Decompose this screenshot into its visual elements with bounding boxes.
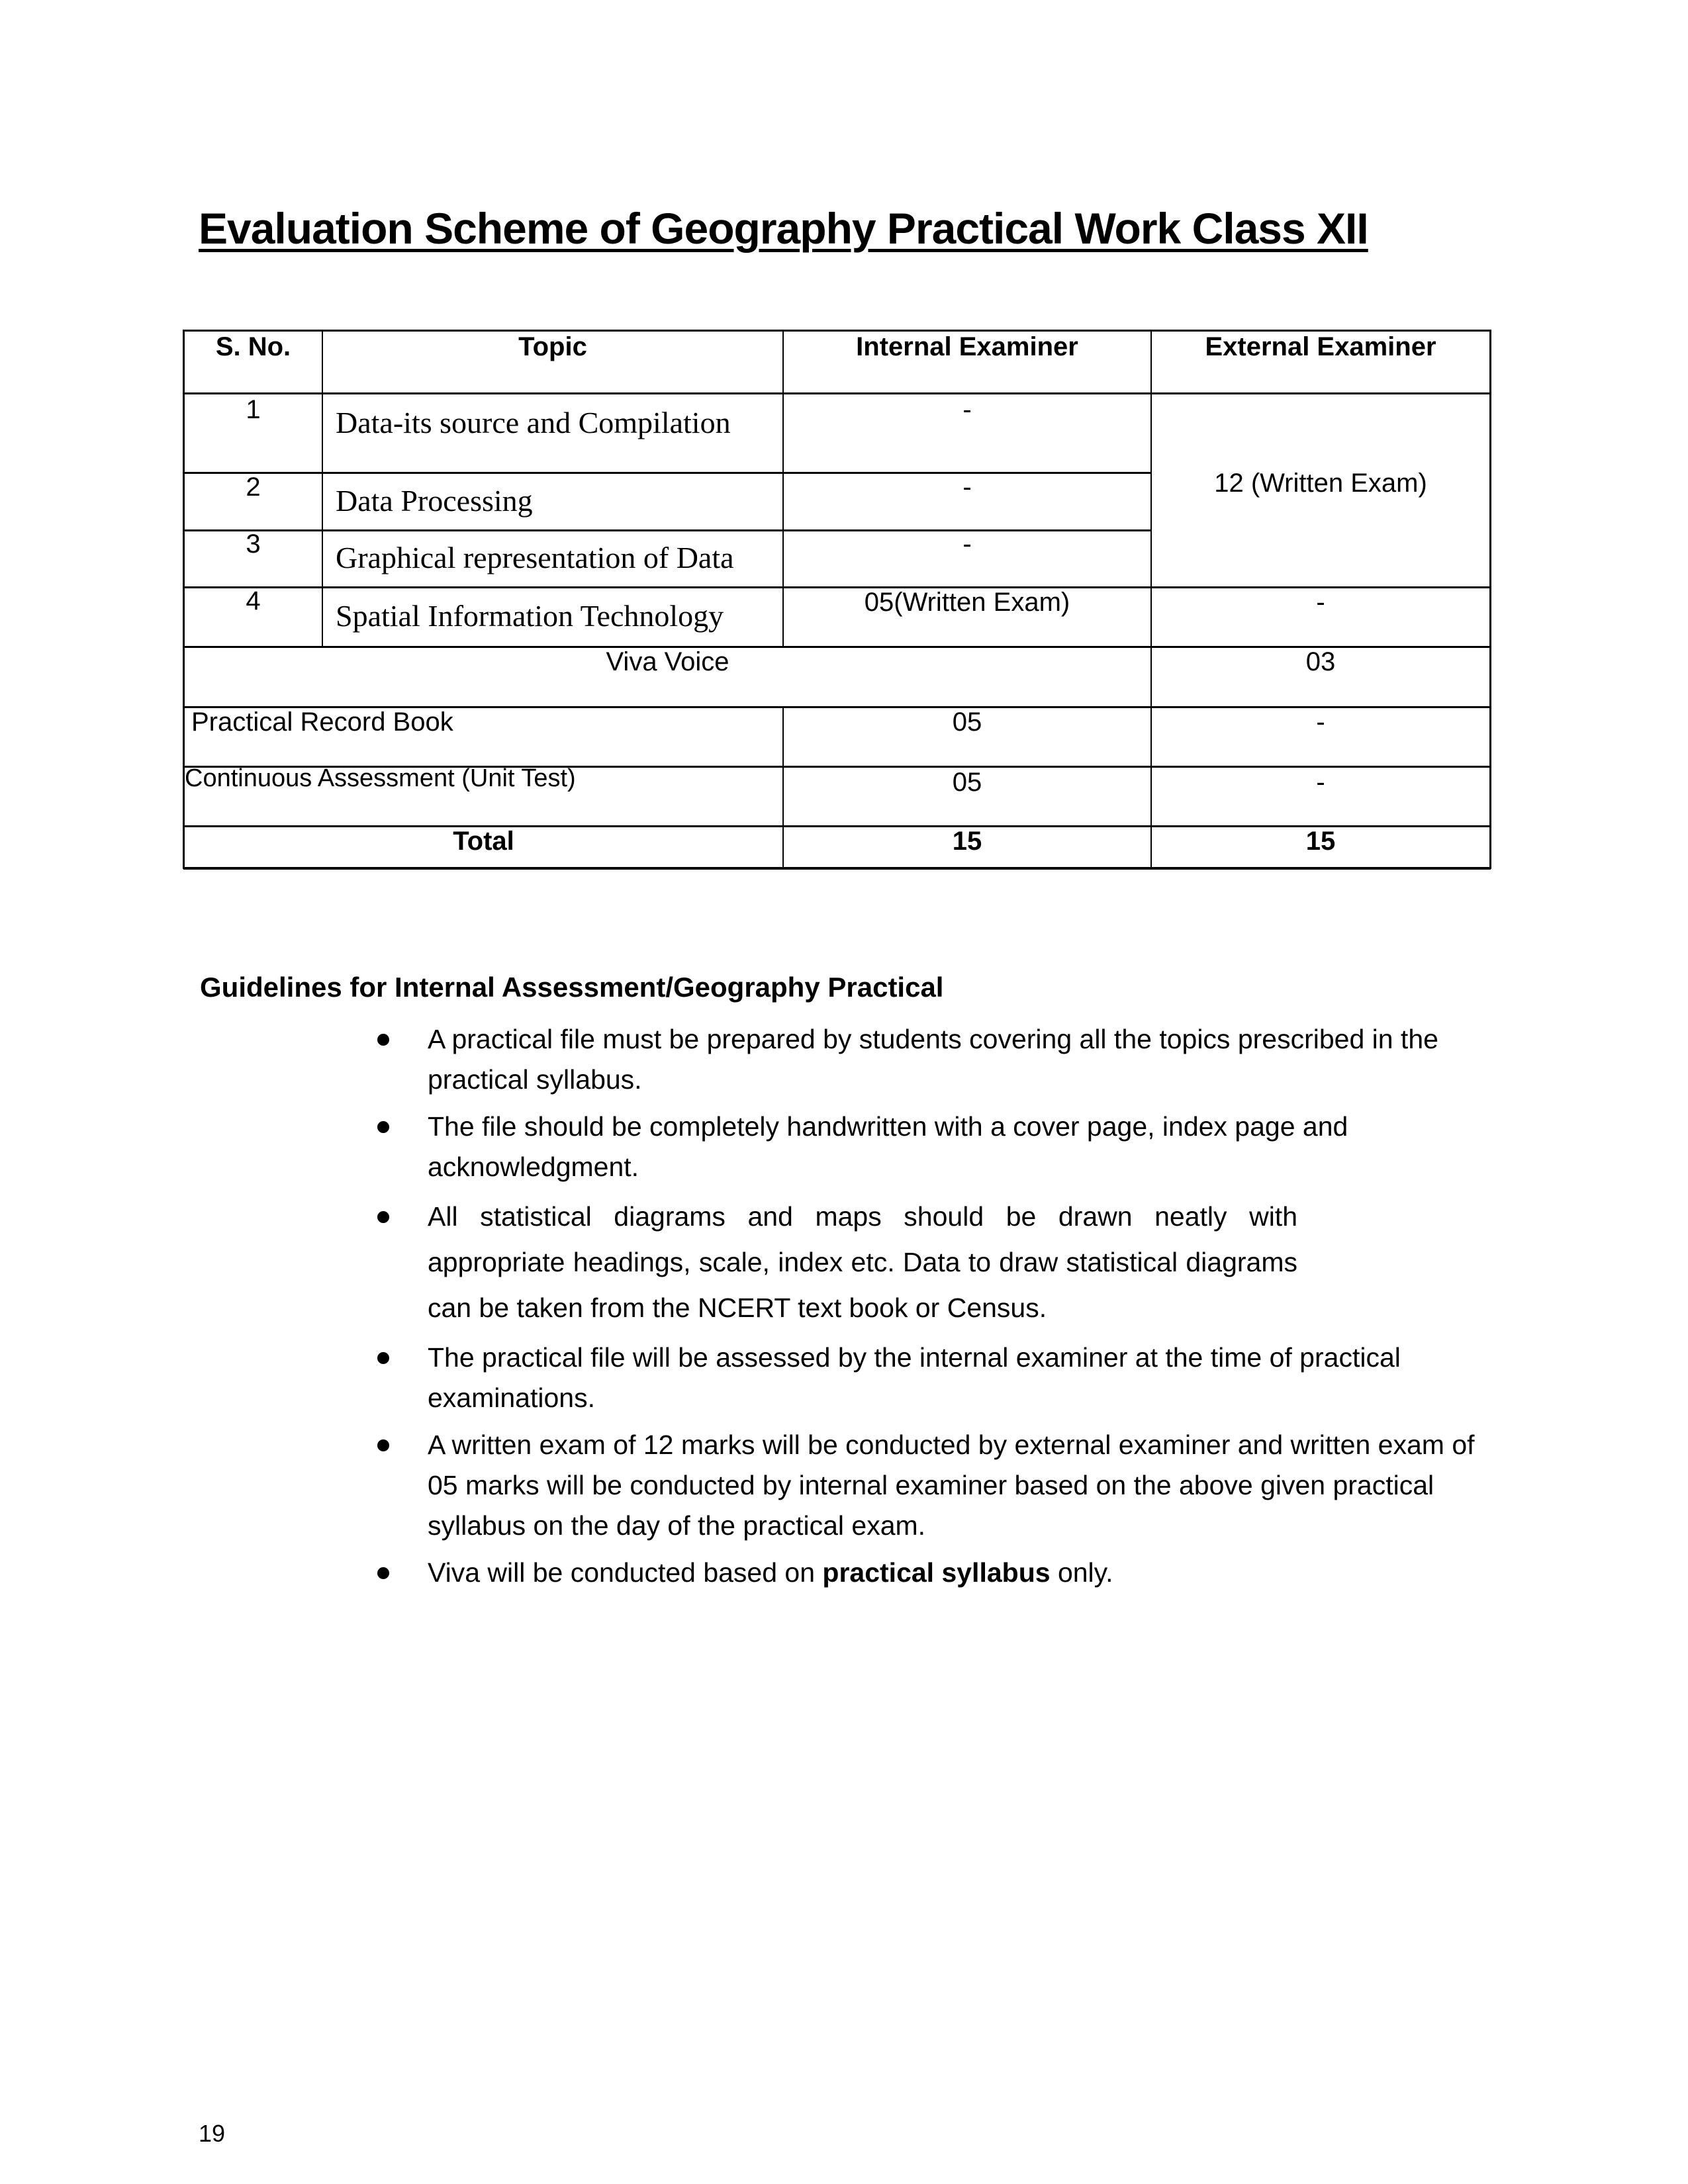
guideline-text: The file should be completely handwritten with a cover page, index page and acknowledgment.: [428, 1111, 1348, 1182]
bullet-icon: [377, 1567, 389, 1579]
total-internal: 15: [952, 827, 982, 856]
guideline-item: [371, 1425, 1496, 1546]
col-line-1: [322, 330, 323, 647]
guideline-text: All statistical diagrams and maps should be drawn neatly with appropriate headings, scale, index etc. Data to draw statistical diagrams can be taken from the NCERT text book or Census.: [428, 1201, 1297, 1323]
bullet-icon: [377, 1211, 389, 1223]
guidelines-heading: Guidelines for Internal Assessment/Geography Practical: [200, 972, 944, 1003]
page-number: 19: [199, 2120, 226, 2147]
continuous-assessment-internal: 05: [952, 768, 982, 797]
continuous-assessment-external: -: [1316, 768, 1325, 797]
viva-label: Viva Voice: [606, 647, 729, 676]
guidelines-list: [371, 1019, 1496, 1600]
bullet-icon: [377, 1034, 389, 1046]
page-title: Evaluation Scheme of Geography Practical Work Class XII: [199, 204, 1368, 253]
guideline-item: [371, 1194, 1496, 1331]
header-external: External Examiner: [1205, 332, 1436, 361]
record-book-label: Practical Record Book: [191, 707, 453, 737]
row1-topic: Data-its source and Compilation: [336, 406, 731, 439]
bullet-icon: [377, 1439, 389, 1451]
total-external: 15: [1305, 827, 1336, 856]
record-book-external: -: [1316, 707, 1325, 737]
row4-sno: 4: [246, 586, 261, 615]
total-label: Total: [453, 827, 514, 856]
external-written-exam: 12 (Written Exam): [1214, 469, 1427, 498]
table-border-bottom: [183, 867, 1491, 870]
row-line-header: [183, 392, 1491, 394]
guideline-item: [371, 1553, 1496, 1593]
row4-external: -: [1316, 588, 1325, 617]
header-internal: Internal Examiner: [856, 332, 1078, 361]
header-sno: S. No.: [215, 332, 291, 361]
header-topic: Topic: [518, 332, 587, 361]
row1-sno: 1: [246, 395, 261, 424]
guideline-text-suffix: only.: [1050, 1557, 1113, 1588]
guideline-text: The practical file will be assessed by the internal examiner at the time of practical examinations.: [428, 1342, 1401, 1413]
row4-topic: Spatial Information Technology: [336, 599, 724, 633]
bullet-icon: [377, 1352, 389, 1364]
row2-sno: 2: [246, 473, 261, 502]
row3-topic: Graphical representation of Data: [336, 541, 734, 574]
row2-topic: Data Processing: [336, 484, 533, 518]
row3-sno: 3: [246, 529, 261, 559]
guideline-item: [371, 1338, 1496, 1418]
guideline-text-prefix: Viva will be conducted based on: [428, 1557, 823, 1588]
table-border-right: [1489, 330, 1491, 869]
viva-external: 03: [1305, 647, 1336, 676]
guideline-text: A written exam of 12 marks will be conducted by external examiner and written exam of 05 marks will be conducted by internal examiner based on the above given practical syllabus on the day of the practical exam.: [428, 1430, 1475, 1541]
guideline-item: [371, 1107, 1496, 1187]
row2-internal: -: [962, 473, 972, 502]
record-book-internal: 05: [952, 707, 982, 737]
row3-internal: -: [962, 529, 972, 559]
row4-internal: 05(Written Exam): [864, 588, 1070, 617]
guideline-text: A practical file must be prepared by students covering all the topics prescribed in the practical syllabus.: [428, 1024, 1438, 1095]
row1-internal: -: [962, 395, 972, 424]
bullet-icon: [377, 1121, 389, 1133]
guideline-text-bold: practical syllabus: [822, 1557, 1051, 1588]
guideline-item: [371, 1019, 1496, 1100]
table-border-top: [183, 330, 1491, 332]
continuous-assessment-label: Continuous Assessment (Unit Test): [185, 764, 576, 792]
